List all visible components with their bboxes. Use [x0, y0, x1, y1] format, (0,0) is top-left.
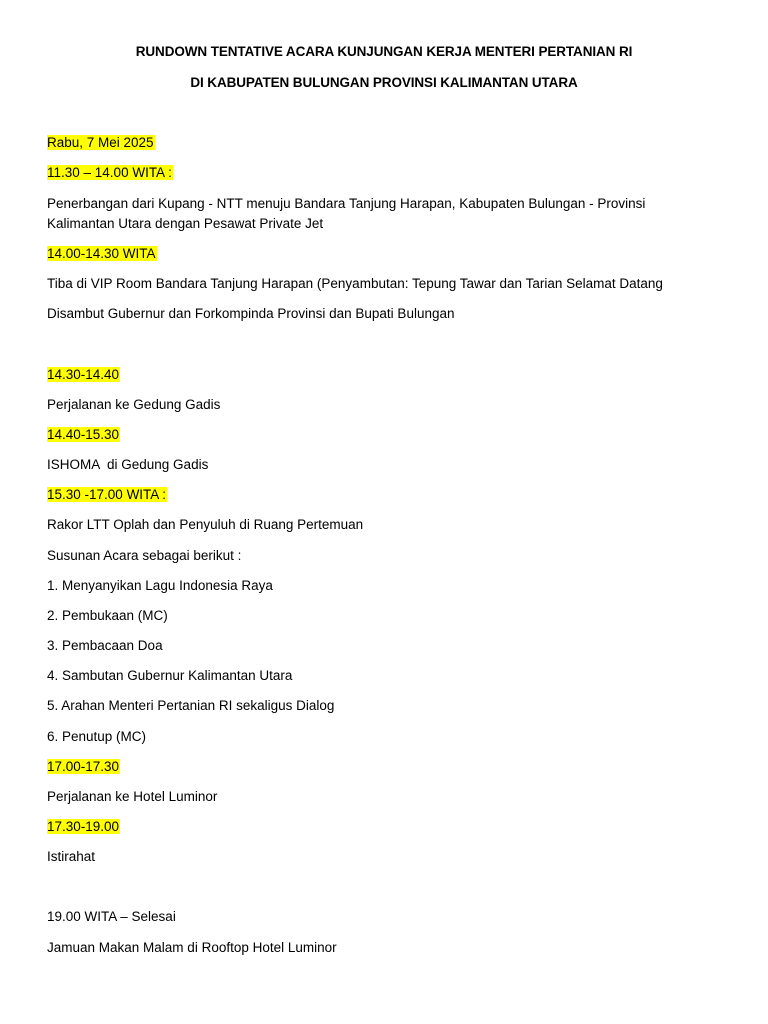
time-slot-5-label: 15.30 -17.00 WITA :: [47, 487, 167, 502]
agenda-intro: Susunan Acara sebagai berikut :: [47, 548, 242, 563]
time-slot-6-label: 17.00-17.30: [47, 759, 120, 774]
time-slot-3: [47, 365, 120, 385]
activity-7: Istirahat: [47, 849, 96, 864]
time-slot-4-label: 14.40-15.30: [47, 427, 120, 442]
activity-5: Rakor LTT Oplah dan Penyuluh di Ruang Pertemuan: [47, 517, 364, 532]
activity-2b: Disambut Gubernur dan Forkompinda Provinsi dan Bupati Bulungan: [47, 306, 455, 321]
agenda-item: 5. Arahan Menteri Pertanian RI sekaligus Dialog: [47, 698, 335, 713]
time-slot-7-label: 17.30-19.00: [47, 819, 120, 834]
agenda-item: 2. Pembukaan (MC): [47, 608, 168, 623]
agenda-item: 6. Penutup (MC): [47, 729, 147, 744]
time-slot-5: [47, 485, 167, 505]
date-line: [47, 133, 155, 153]
time-slot-1: [47, 163, 173, 183]
document-title-line-2: DI KABUPATEN BULUNGAN PROVINSI KALIMANTAN UTARA: [190, 75, 578, 90]
activity-2: Tiba di VIP Room Bandara Tanjung Harapan (Penyambutan: Tepung Tawar dan Tarian Selamat Datang: [47, 276, 663, 291]
date-highlight: Rabu, 7 Mei 2025: [47, 135, 154, 150]
time-slot-1-label: 11.30 – 14.00 WITA :: [47, 165, 172, 180]
activity-3: Perjalanan ke Gedung Gadis: [47, 397, 221, 412]
time-slot-7: [47, 817, 120, 837]
time-slot-3-label: 14.30-14.40: [47, 367, 120, 382]
time-slot-4: [47, 425, 120, 445]
time-slot-6: [47, 757, 120, 777]
time-slot-2: [47, 244, 157, 264]
time-slot-8: 19.00 WITA – Selesai: [47, 909, 176, 924]
activity-1-line-2: Kalimantan Utara dengan Pesawat Private Jet: [47, 216, 324, 231]
agenda-item: 3. Pembacaan Doa: [47, 638, 163, 653]
activity-6: Perjalanan ke Hotel Luminor: [47, 789, 218, 804]
activity-4: ISHOMA di Gedung Gadis: [47, 457, 209, 472]
agenda-item: 1. Menyanyikan Lagu Indonesia Raya: [47, 578, 273, 593]
time-slot-2-label: 14.00-14.30 WITA: [47, 246, 156, 261]
activity-8: Jamuan Makan Malam di Rooftop Hotel Luminor: [47, 940, 337, 955]
agenda-item: 4. Sambutan Gubernur Kalimantan Utara: [47, 668, 293, 683]
document-title-line-1: RUNDOWN TENTATIVE ACARA KUNJUNGAN KERJA MENTERI PERTANIAN RI: [135, 44, 633, 59]
activity-1-line-1: Penerbangan dari Kupang - NTT menuju Bandara Tanjung Harapan, Kabupaten Bulungan - Provinsi: [47, 196, 646, 211]
